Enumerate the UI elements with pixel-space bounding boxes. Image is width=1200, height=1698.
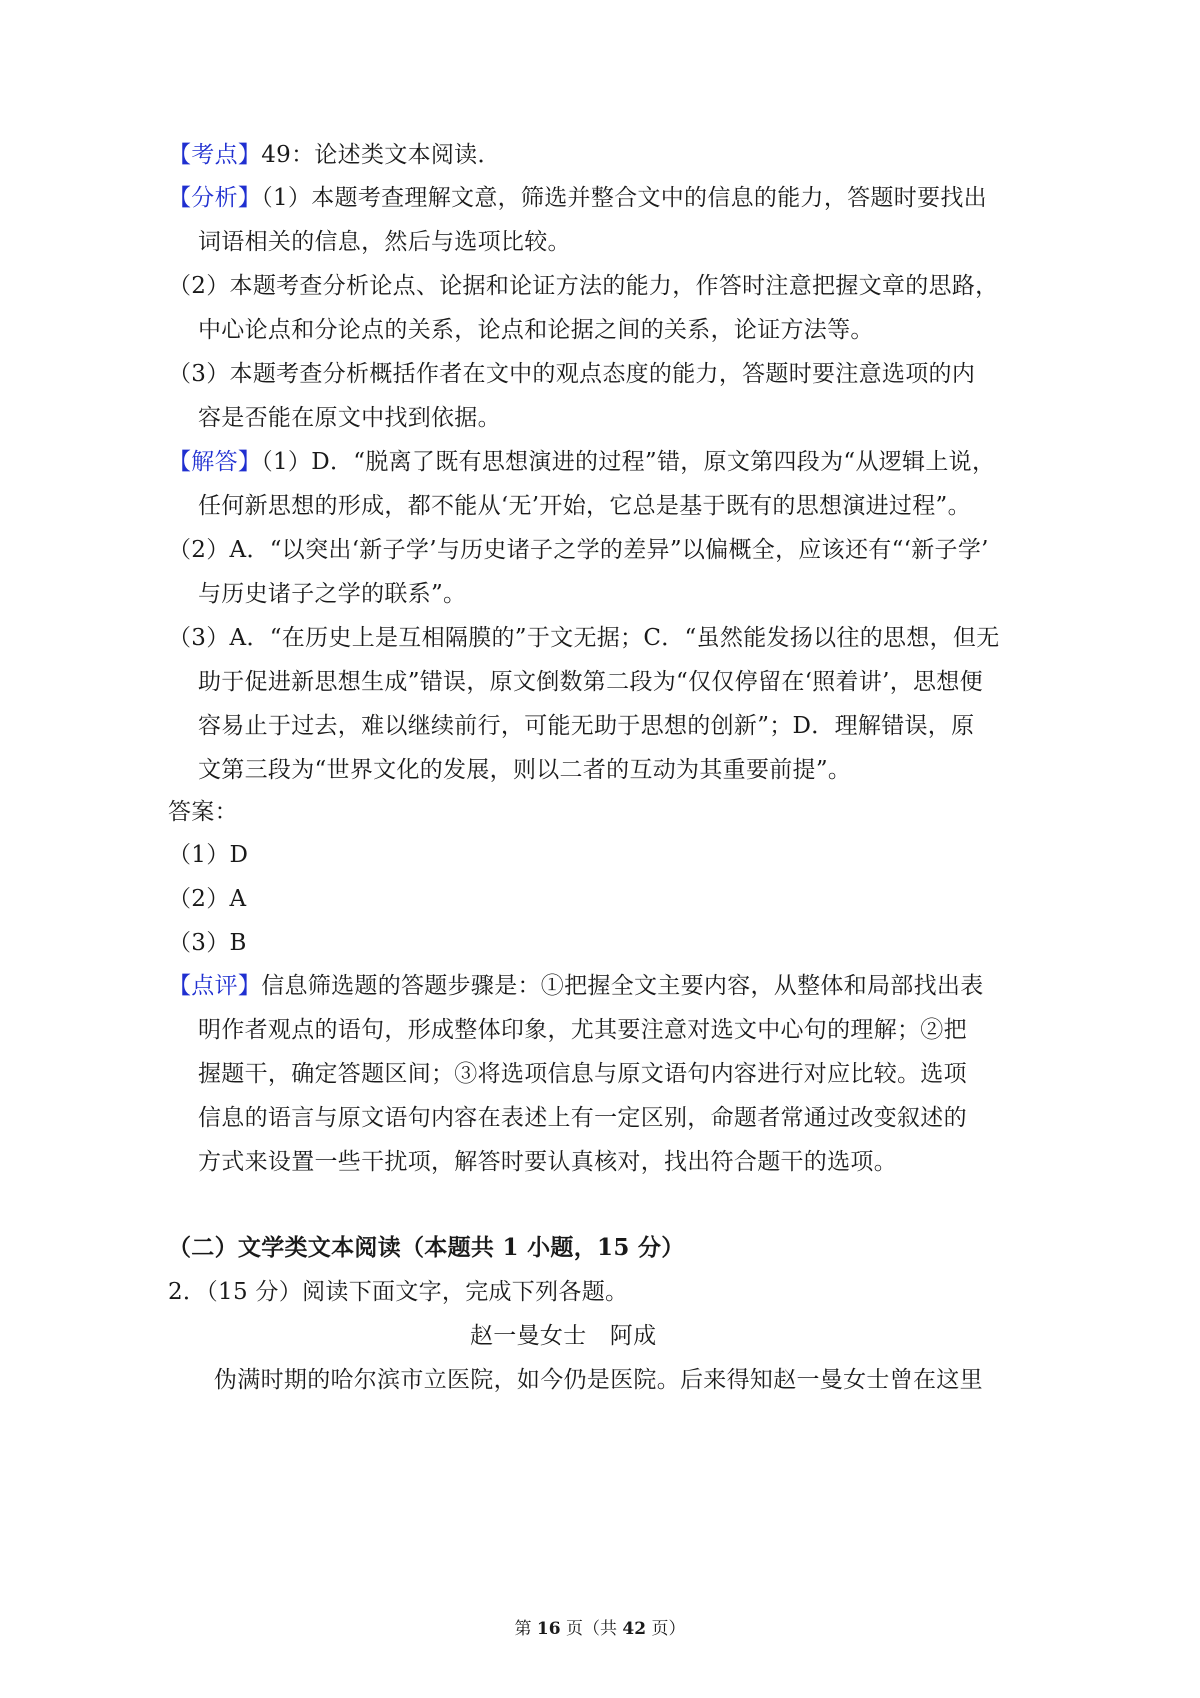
fenxi-line-1 [168, 183, 987, 213]
dianping-line-3: 握题干，确定答题区间；③将选项信息与原文语句内容进行对应比较。选项 [198, 1061, 967, 1087]
answer-item-3: （3）B [168, 930, 247, 956]
fenxi-line-2: 词语相关的信息，然后与选项比较。 [198, 229, 571, 255]
kaodian-line [168, 140, 501, 170]
dianping-text-1: 信息筛选题的答题步骤是：①把握全文主要内容，从整体和局部找出表 [261, 973, 984, 999]
article-title: 赵一曼女士 阿成 [470, 1323, 657, 1349]
dianping-tag: 【点评】 [168, 973, 262, 999]
footer-total-pages: 42 [622, 1619, 647, 1639]
dianping-line-4: 信息的语言与原文语句内容在表述上有一定区别，命题者常通过改变叙述的 [198, 1105, 967, 1131]
jieda-line-4: 与历史诸子之学的联系”。 [198, 581, 467, 607]
fenxi-line-4: 中心论点和分论点的关系，论点和论据之间的关系，论证方法等。 [198, 317, 874, 343]
page-footer [0, 1618, 1200, 1640]
question-line: 2．（15 分）阅读下面文字，完成下列各题。 [168, 1279, 629, 1305]
jieda-line-5: （3）A．“在历史上是互相隔膜的”于文无据；C．“虽然能发扬以往的思想，但无 [168, 625, 1000, 651]
kaodian-tag: 【考点】 [168, 142, 262, 168]
jieda-line-2: 任何新思想的形成，都不能从‘无’开始，它总是基于既有的思想演进过程”。 [198, 493, 971, 519]
section-heading: （二）文学类文本阅读（本题共 1 小题，15 分） [168, 1234, 685, 1261]
jieda-text-1: （1）D．“脱离了既有思想演进的过程”错，原文第四段为“从逻辑上说， [261, 449, 996, 475]
footer-middle: 页（共 [560, 1619, 623, 1639]
footer-page-number: 16 [536, 1619, 561, 1639]
fenxi-line-5: （3）本题考查分析概括作者在文中的观点态度的能力，答题时要注意选项的内 [168, 361, 976, 387]
kaodian-text: 49：论述类文本阅读． [261, 142, 501, 168]
fenxi-tag: 【分析】 [168, 185, 262, 211]
jieda-tag: 【解答】 [168, 449, 262, 475]
dianping-line-2: 明作者观点的语句，形成整体印象，尤其要注意对选文中心句的理解；②把 [198, 1017, 967, 1043]
dianping-line-1 [168, 971, 984, 1001]
answer-item-1: （1）D [168, 842, 249, 868]
fenxi-line-6: 容是否能在原文中找到依据。 [198, 405, 501, 431]
dianping-line-5: 方式来设置一些干扰项，解答时要认真核对，找出符合题干的选项。 [198, 1149, 897, 1175]
jieda-line-8: 文第三段为“世界文化的发展，则以二者的互动为其重要前提”。 [198, 757, 852, 783]
jieda-line-3: （2）A．“以突出‘新子学’与历史诸子之学的差异”以偏概全，应该还有“‘新子学’ [168, 537, 989, 563]
jieda-line-7: 容易止于过去，难以继续前行，可能无助于思想的创新”；D．理解错误，原 [198, 713, 975, 739]
answer-label: 答案： [168, 799, 238, 825]
article-first-line: 伪满时期的哈尔滨市立医院，如今仍是医院。后来得知赵一曼女士曾在这里 [214, 1367, 983, 1393]
footer-prefix: 第 [514, 1619, 537, 1639]
fenxi-text-1: （1）本题考查理解文意，筛选并整合文中的信息的能力，答题时要找出 [261, 185, 987, 211]
jieda-line-6: 助于促进新思想生成”错误，原文倒数第二段为“仅仅停留在‘照着讲’，思想便 [198, 669, 983, 695]
jieda-line-1 [168, 447, 995, 477]
fenxi-line-3: （2）本题考查分析论点、论据和论证方法的能力，作答时注意把握文章的思路， [168, 273, 999, 299]
answer-item-2: （2）A [168, 886, 247, 912]
footer-suffix: 页） [646, 1619, 686, 1639]
